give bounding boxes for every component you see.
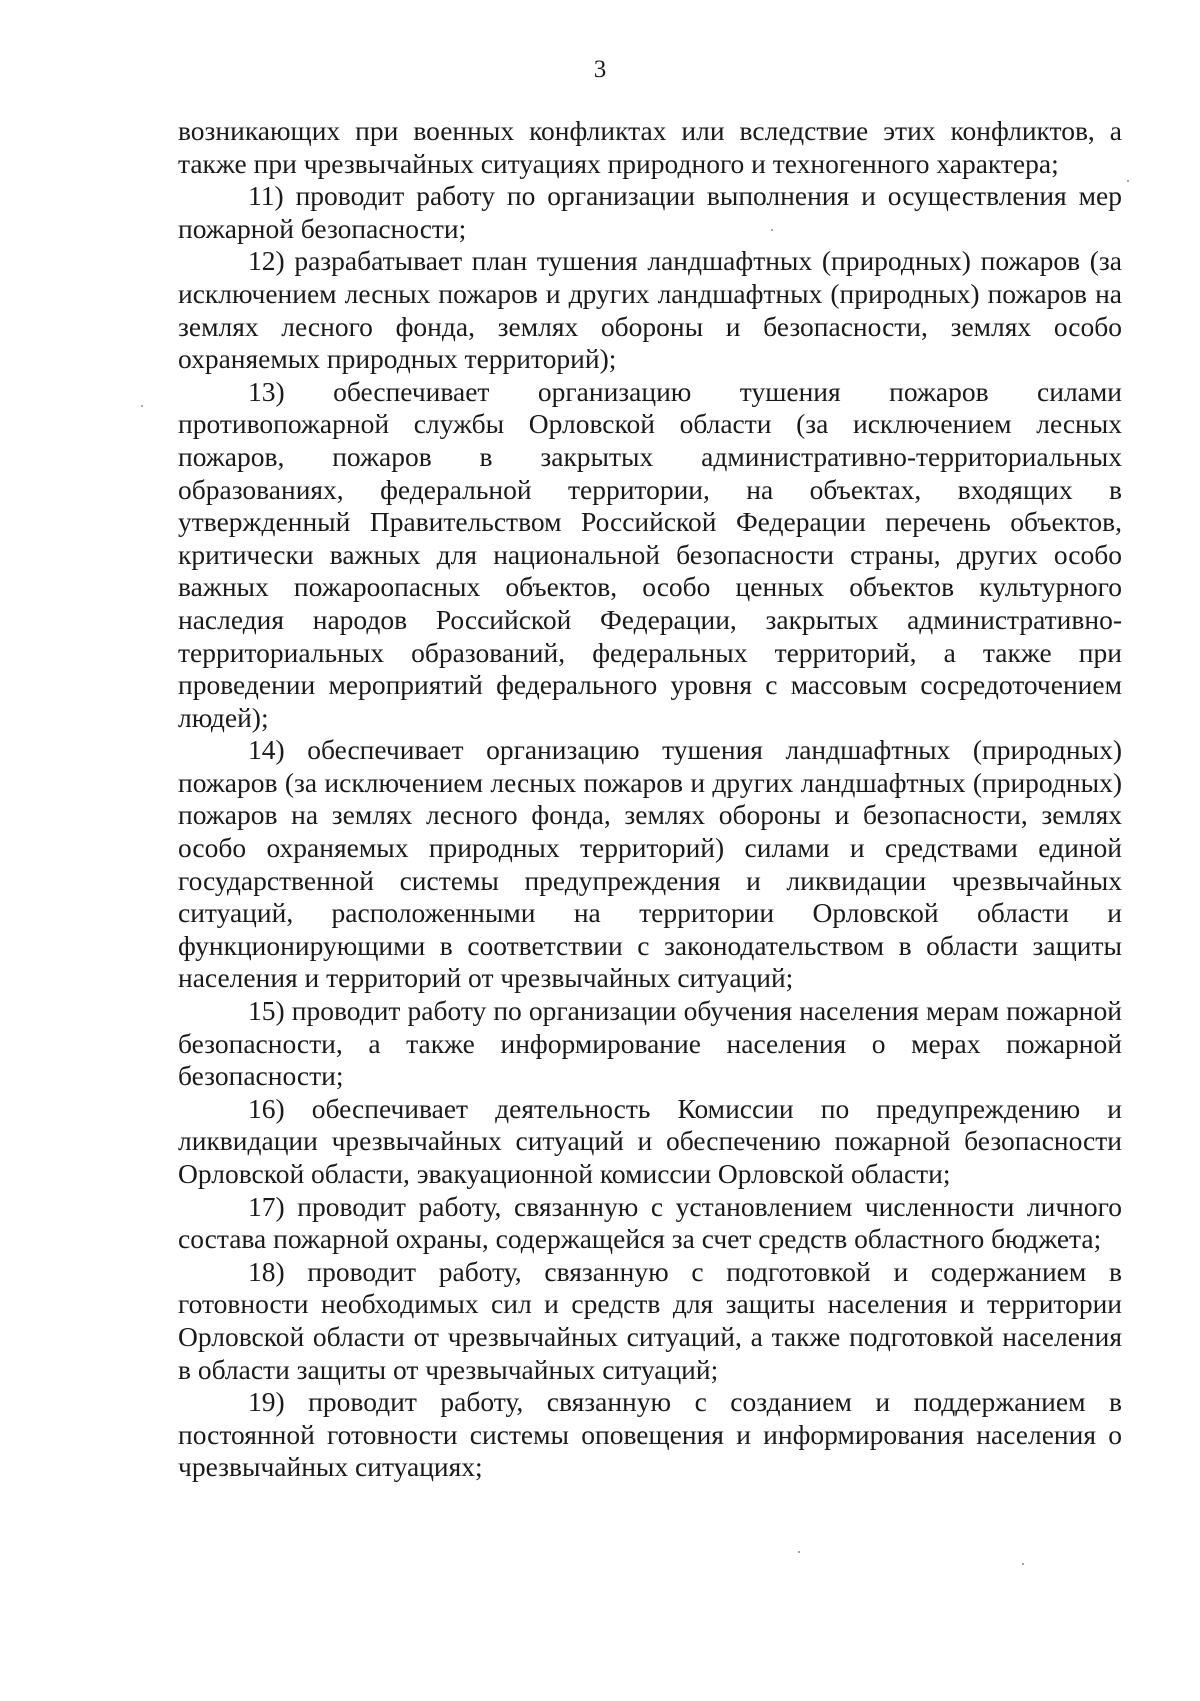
paragraph-item-17: 17) проводит работу, связанную с установлением численности личного состава пожарной охраны, содержащейся за счет средств областного бюджета; [178,1190,1122,1255]
paragraph-item-13: 13) обеспечивает организацию тушения пожаров силами противопожарной службы Орловской области (за исключением лесных пожаров, пожаров в закрытых административно-территориальных образованиях, федеральной территории, на объектах, входящих в утвержденный Правительством Российской Федерации перечень объектов, критически важных для национальной безопасности страны, других особо важных пожароопасных объектов, особо ценных объектов культурного наследия народов Российской Федерации, закрытых административно-территориальных образований, федеральных территорий, а также при проведении мероприятий федерального уровня с массовым сосредоточением людей); [178,375,1122,733]
paragraph-item-12: 12) разрабатывает план тушения ландшафтных (природных) пожаров (за исключением лесных пожаров и других ландшафтных (природных) пожаров на землях лесного фонда, землях обороны и безопасности, землях особо охраняемых природных территорий); [178,245,1122,375]
paragraph-item-19: 19) проводит работу, связанную с созданием и поддержанием в постоянной готовности системы оповещения и информирования населения о чрезвычайных ситуациях; [178,1386,1122,1483]
paragraph-item-11: 11) проводит работу по организации выполнения и осуществления мер пожарной безопасности; [178,180,1122,244]
scan-speck [798,1551,800,1553]
paragraph-item-14: 14) обеспечивает организацию тушения ландшафтных (природных) пожаров (за исключением лесных пожаров и других ландшафтных (природных) пожаров на землях лесного фонда, землях обороны и безопасности, землях особо охраняемых природных территорий) силами и средствами единой государственной системы предупреждения и ликвидации чрезвычайных ситуаций, расположенными на территории Орловской области и функционирующими в соответствии с законодательством в области защиты населения и территорий от чрезвычайных ситуаций; [178,734,1122,994]
scan-speck [1127,180,1129,182]
paragraph-item-18: 18) проводит работу, связанную с подготовкой и содержанием в готовности необходимых сил и средств для защиты населения и территории Орловской области от чрезвычайных ситуаций, а также подготовкой населения в области защиты от чрезвычайных ситуаций; [178,1255,1122,1385]
paragraph-continuation: возникающих при военных конфликтах или вследствие этих конфликтов, а также при чрезвычайных ситуациях природного и техногенного характера; [178,115,1122,179]
scan-speck [771,229,773,231]
page-number: 3 [593,56,607,83]
document-body [178,115,1122,1484]
scan-speck [141,405,143,407]
scan-speck [1022,1563,1024,1565]
paragraph-item-16: 16) обеспечивает деятельность Комиссии по предупреждению и ликвидации чрезвычайных ситуаций и обеспечению пожарной безопасности Орловской области, эвакуационной комиссии Орловской области; [178,1092,1122,1189]
paragraph-item-15: 15) проводит работу по организации обучения населения мерам пожарной безопасности, а также информирование населения о мерах пожарной безопасности; [178,995,1122,1092]
